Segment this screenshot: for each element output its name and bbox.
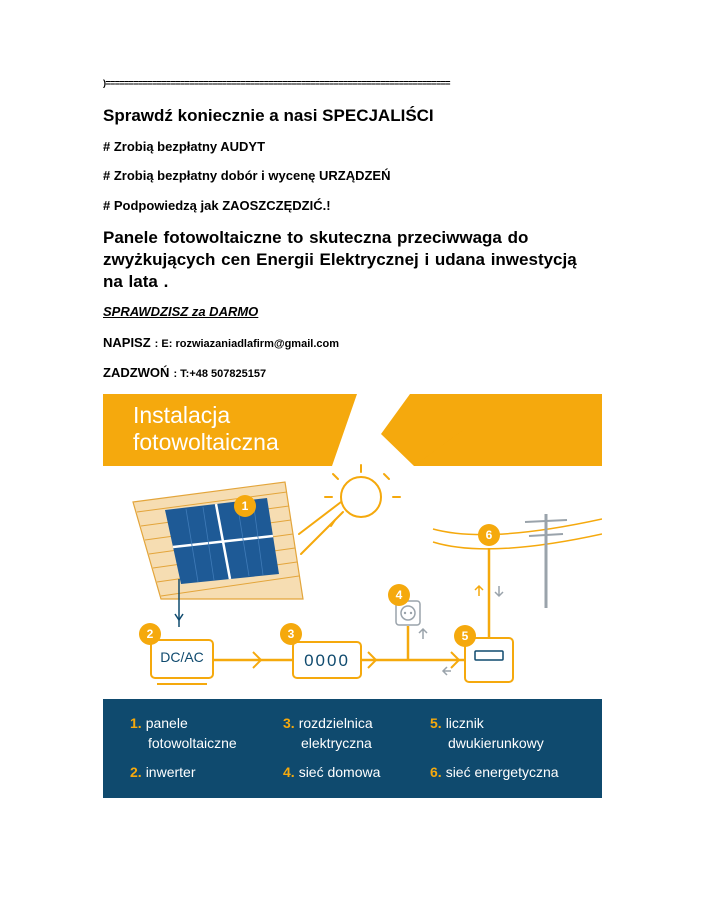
infographic-title [133, 402, 279, 456]
bidirectional-meter-icon [465, 548, 513, 682]
inverter-label: DC/AC [160, 649, 204, 665]
legend-item-5 [430, 713, 544, 753]
legend-text: sieć domowa [298, 764, 381, 780]
legend-item-3 [283, 713, 373, 753]
legend-num: 3. [283, 715, 295, 731]
svg-text:5: 5 [461, 629, 469, 643]
infographic-legend [103, 699, 602, 798]
legend-num: 6. [430, 764, 442, 780]
svg-text:1: 1 [241, 499, 249, 513]
badge-5 [454, 625, 476, 647]
svg-text:4: 4 [395, 588, 403, 602]
pv-infographic [103, 394, 602, 798]
badge-4 [388, 584, 410, 606]
legend-text: panele [145, 715, 188, 731]
legend-text: inwerter [145, 764, 196, 780]
legend-item-1 [130, 713, 237, 753]
bullet-selection: # Zrobią bezpłatny dobór i wycenę URZĄDZEŃ [103, 168, 391, 183]
legend-text: fotowoltaiczne [148, 735, 237, 751]
svg-text:2: 2 [146, 627, 154, 641]
badge-3 [280, 623, 302, 645]
legend-text: licznik [445, 715, 484, 731]
divider-line: )========================================================================== [103, 78, 450, 88]
legend-text: sieć energetyczna [445, 764, 559, 780]
legend-num: 4. [283, 764, 295, 780]
infographic-title-line1: Instalacja [133, 402, 231, 428]
legend-item-4 [283, 762, 380, 782]
svg-text:3: 3 [287, 627, 295, 641]
phone-value[interactable]: : T:+48 507825157 [173, 368, 267, 380]
distribution-board-icon [293, 642, 361, 678]
legend-item-6 [430, 762, 559, 782]
solar-panel-icon [165, 498, 279, 584]
page-heading: Sprawdź koniecznie a nasi SPECJALIŚCI [103, 106, 434, 125]
contact-email [103, 335, 339, 350]
call-label: ZADZWOŃ [103, 365, 170, 380]
contact-phone [103, 365, 266, 380]
legend-text: elektryczna [301, 735, 372, 751]
sun-icon [299, 465, 400, 554]
main-text: Panele fotowoltaiczne to skuteczna przeciwwaga do zwyżkujących cen Energii Elektrycznej i udana inwestycją na lata . [103, 228, 577, 291]
write-label: NAPISZ [103, 335, 151, 350]
legend-item-2 [130, 762, 195, 782]
power-pole-icon [433, 514, 602, 608]
legend-num: 5. [430, 715, 442, 731]
email-value[interactable]: : E: rozwiazaniadlafirm@gmail.com [154, 338, 339, 350]
legend-text: dwukierunkowy [448, 735, 544, 751]
free-check-link[interactable]: SPRAWDZISZ za DARMO [103, 304, 259, 319]
badge-6 [478, 524, 500, 546]
svg-text:6: 6 [485, 528, 493, 542]
infographic-title-line2: fotowoltaiczna [133, 429, 279, 455]
legend-num: 2. [130, 764, 142, 780]
meter-digits: 0000 [304, 651, 350, 670]
badge-2 [139, 623, 161, 645]
legend-num: 1. [130, 715, 142, 731]
legend-text: rozdzielnica [298, 715, 373, 731]
bullet-audit: # Zrobią bezpłatny AUDYT [103, 139, 266, 154]
inverter-icon [151, 640, 213, 684]
bullet-savings: # Podpowiedzą jak ZAOSZCZĘDZIĆ.! [103, 198, 331, 213]
badge-1 [234, 495, 256, 517]
